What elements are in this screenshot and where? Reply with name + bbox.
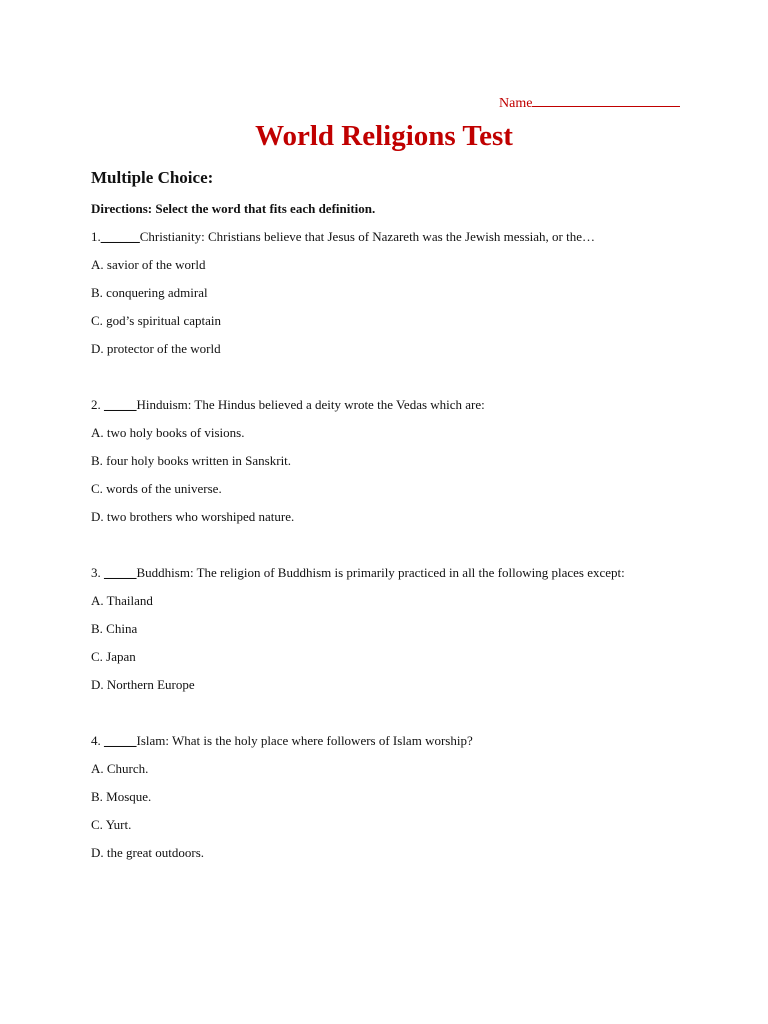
answer-blank[interactable]: _____ [104, 565, 137, 580]
answer-blank[interactable]: _____ [104, 397, 137, 412]
question-text: Christianity: Christians believe that Jesus of Nazareth was the Jewish messiah, or the… [139, 229, 596, 244]
option-c: C. Yurt. [91, 817, 132, 832]
question-number: 4. [91, 733, 104, 748]
answer-blank[interactable]: ______ [100, 229, 140, 244]
answer-blank[interactable]: _____ [104, 733, 137, 748]
question-number: 2. [91, 397, 104, 412]
page-title: World Religions Test [255, 120, 513, 152]
section-title: Multiple Choice: [91, 168, 214, 187]
option-d: D. protector of the world [91, 341, 221, 356]
question-text: Islam: What is the holy place where followers of Islam worship? [136, 733, 473, 748]
option-b: B. China [91, 621, 138, 636]
option-b: B. four holy books written in Sanskrit. [91, 453, 292, 468]
option-d: D. the great outdoors. [91, 845, 205, 860]
question-text: Buddhism: The religion of Buddhism is primarily practiced in all the following places except: [136, 565, 625, 580]
name-label: Name [499, 96, 533, 111]
option-b: B. Mosque. [91, 789, 152, 804]
question-3-stem [91, 565, 625, 581]
question-2-stem [91, 397, 485, 413]
question-number: 3. [91, 565, 104, 580]
directions-text: Directions: Select the word that fits each definition. [91, 201, 376, 216]
question-text: Hinduism: The Hindus believed a deity wrote the Vedas which are: [136, 397, 485, 412]
option-a: A. Thailand [91, 593, 153, 608]
question-4-stem [91, 733, 473, 749]
option-d: D. Northern Europe [91, 677, 195, 692]
name-field[interactable] [499, 92, 680, 112]
option-c: C. Japan [91, 649, 136, 664]
option-a: A. savior of the world [91, 257, 206, 272]
option-a: A. Church. [91, 761, 149, 776]
question-1-stem [91, 229, 595, 245]
option-c: C. words of the universe. [91, 481, 222, 496]
name-blank[interactable] [532, 92, 680, 107]
option-c: C. god’s spiritual captain [91, 313, 221, 328]
option-d: D. two brothers who worshiped nature. [91, 509, 295, 524]
question-number: 1. [91, 229, 101, 244]
option-b: B. conquering admiral [91, 285, 208, 300]
option-a: A. two holy books of visions. [91, 425, 245, 440]
